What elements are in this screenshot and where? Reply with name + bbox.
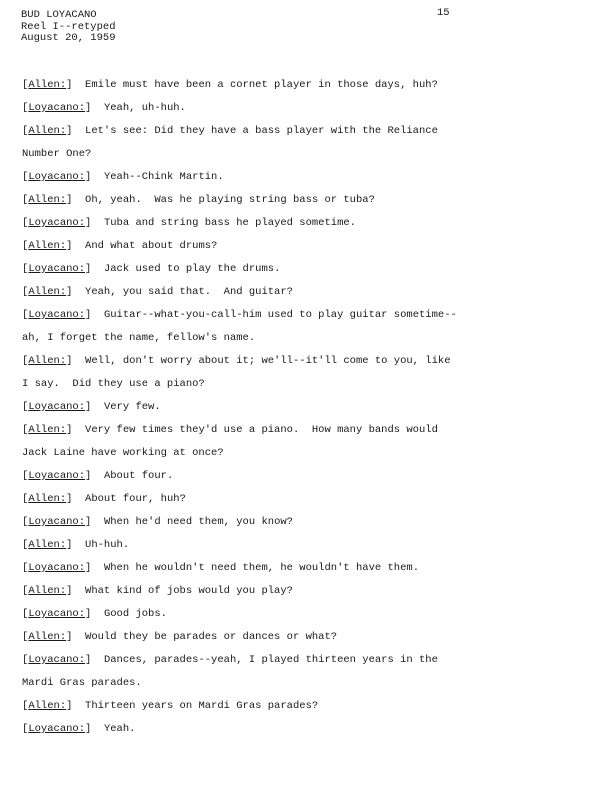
speaker-label: Allen:	[28, 240, 67, 252]
utterance-text: About four.	[103, 470, 174, 482]
transcript-entry	[22, 511, 582, 534]
transcript-entry	[22, 626, 582, 649]
speaker-label: Loyacano:	[28, 654, 86, 666]
speaker-bracket: [	[22, 562, 29, 574]
speaker-bracket: [	[22, 654, 29, 666]
speaker-bracket: ]	[85, 723, 104, 735]
speaker-bracket: ]	[66, 493, 86, 505]
utterance-text: And what about drums?	[85, 240, 218, 252]
utterance-text: When he wouldn't need them, he wouldn't have them.	[103, 562, 419, 574]
utterance-text: Oh, yeah. Was he playing string bass or tuba?	[85, 194, 375, 206]
interviewee-name: BUD LOYACANO	[21, 9, 97, 21]
speaker-bracket: [	[22, 286, 29, 298]
speaker-bracket: ]	[85, 263, 104, 275]
speaker-label: Loyacano:	[28, 102, 86, 114]
speaker-bracket: ]	[66, 631, 86, 643]
transcript-entry	[22, 580, 582, 603]
speaker-bracket: [	[22, 171, 29, 183]
speaker-label: Loyacano:	[28, 562, 86, 574]
speaker-bracket: ]	[66, 585, 86, 597]
speaker-label: Allen:	[28, 194, 67, 206]
utterance-text: ah, I forget the name, fellow's name.	[22, 332, 256, 344]
speaker-bracket: [	[22, 125, 29, 137]
utterance-text: When he'd need them, you know?	[103, 516, 293, 528]
speaker-bracket: [	[22, 723, 29, 735]
transcript-entry	[22, 419, 582, 442]
transcript-continuation	[22, 672, 582, 695]
speaker-bracket: ]	[66, 125, 86, 137]
utterance-text: Let's see: Did they have a bass player with the Reliance	[85, 125, 438, 137]
speaker-bracket: [	[22, 493, 29, 505]
speaker-bracket: [	[22, 608, 29, 620]
page-number: 15	[437, 7, 450, 19]
speaker-bracket: ]	[66, 79, 86, 91]
transcript-entry	[22, 235, 582, 258]
document-header	[21, 10, 116, 45]
speaker-bracket: [	[22, 79, 29, 91]
speaker-label: Allen:	[28, 585, 67, 597]
transcript-continuation	[22, 373, 582, 396]
utterance-text: Emile must have been a cornet player in those days, huh?	[85, 79, 438, 91]
speaker-label: Allen:	[28, 700, 67, 712]
speaker-bracket: [	[22, 401, 29, 413]
utterance-text: Very few.	[103, 401, 161, 413]
transcript-entry	[22, 258, 582, 281]
transcript-entry	[22, 557, 582, 580]
speaker-bracket: [	[22, 539, 29, 551]
transcript-entry	[22, 718, 582, 741]
transcript-entry	[22, 396, 582, 419]
transcript-entry	[22, 695, 582, 718]
speaker-label: Loyacano:	[28, 401, 86, 413]
speaker-bracket: [	[22, 355, 29, 367]
speaker-bracket: [	[22, 309, 29, 321]
speaker-bracket: ]	[66, 194, 86, 206]
speaker-bracket: ]	[66, 286, 86, 298]
speaker-bracket: [	[22, 102, 29, 114]
speaker-label: Allen:	[28, 493, 67, 505]
speaker-bracket: [	[22, 263, 29, 275]
transcript-entry	[22, 189, 582, 212]
speaker-bracket: ]	[85, 654, 104, 666]
speaker-bracket: ]	[85, 217, 104, 229]
speaker-label: Allen:	[28, 355, 67, 367]
utterance-text: Good jobs.	[103, 608, 167, 620]
speaker-bracket: [	[22, 516, 29, 528]
speaker-bracket: ]	[85, 516, 104, 528]
utterance-text: Would they be parades or dances or what?	[85, 631, 338, 643]
speaker-bracket: [	[22, 424, 29, 436]
transcript-entry	[22, 350, 582, 373]
transcript-continuation	[22, 143, 582, 166]
speaker-bracket: ]	[85, 608, 104, 620]
transcript-entry	[22, 603, 582, 626]
speaker-bracket: ]	[85, 470, 104, 482]
speaker-bracket: ]	[85, 309, 104, 321]
speaker-bracket: [	[22, 700, 29, 712]
speaker-bracket: ]	[66, 700, 86, 712]
utterance-text: Jack Laine have working at once?	[22, 447, 224, 459]
transcript-entry	[22, 304, 582, 327]
transcript-entry	[22, 465, 582, 488]
speaker-bracket: [	[22, 194, 29, 206]
speaker-label: Loyacano:	[28, 516, 86, 528]
transcript-entry	[22, 120, 582, 143]
transcript-entry	[22, 649, 582, 672]
speaker-label: Loyacano:	[28, 217, 86, 229]
speaker-label: Allen:	[28, 631, 67, 643]
utterance-text: Yeah.	[103, 723, 136, 735]
utterance-text: Number One?	[22, 148, 92, 160]
transcript-continuation	[22, 442, 582, 465]
transcript-entry	[22, 534, 582, 557]
speaker-bracket: [	[22, 585, 29, 597]
speaker-bracket: ]	[66, 240, 86, 252]
speaker-bracket: [	[22, 217, 29, 229]
speaker-label: Loyacano:	[28, 608, 86, 620]
utterance-text: Thirteen years on Mardi Gras parades?	[85, 700, 319, 712]
transcript-entry	[22, 212, 582, 235]
transcript-entry	[22, 97, 582, 120]
utterance-text: Jack used to play the drums.	[103, 263, 281, 275]
utterance-text: Well, don't worry about it; we'll--it'll come to you, like	[85, 355, 451, 367]
speaker-label: Loyacano:	[28, 470, 86, 482]
speaker-bracket: [	[22, 240, 29, 252]
utterance-text: I say. Did they use a piano?	[22, 378, 205, 390]
utterance-text: Very few times they'd use a piano. How many bands would	[85, 424, 438, 436]
transcript-entry	[22, 488, 582, 511]
utterance-text: Yeah--Chink Martin.	[103, 171, 224, 183]
transcript-continuation	[22, 327, 582, 350]
transcript-entry	[22, 74, 582, 97]
reel-label: Reel I--retyped	[21, 20, 116, 33]
speaker-bracket: ]	[85, 171, 104, 183]
utterance-text: Guitar--what-you-call-him used to play guitar sometime--	[103, 309, 457, 321]
speaker-label: Loyacano:	[28, 723, 86, 735]
utterance-text: Yeah, you said that. And guitar?	[85, 286, 293, 298]
speaker-bracket: [	[22, 631, 29, 643]
transcript-entry	[22, 281, 582, 304]
speaker-label: Allen:	[28, 79, 67, 91]
speaker-bracket: [	[22, 470, 29, 482]
utterance-text: Yeah, uh-huh.	[103, 102, 186, 114]
speaker-bracket: ]	[66, 424, 86, 436]
speaker-label: Loyacano:	[28, 309, 86, 321]
utterance-text: About four, huh?	[85, 493, 186, 505]
speaker-label: Allen:	[28, 286, 67, 298]
speaker-bracket: ]	[85, 401, 104, 413]
speaker-label: Allen:	[28, 424, 67, 436]
speaker-label: Allen:	[28, 125, 67, 137]
utterance-text: Dances, parades--yeah, I played thirteen years in the	[103, 654, 438, 666]
speaker-label: Loyacano:	[28, 263, 86, 275]
utterance-text: Tuba and string bass he played sometime.	[103, 217, 356, 229]
speaker-bracket: ]	[66, 539, 86, 551]
utterance-text: Uh-huh.	[85, 539, 130, 551]
speaker-label: Loyacano:	[28, 171, 86, 183]
transcript-body	[22, 74, 582, 741]
utterance-text: What kind of jobs would you play?	[85, 585, 293, 597]
speaker-bracket: ]	[85, 562, 104, 574]
speaker-bracket: ]	[66, 355, 86, 367]
speaker-label: Allen:	[28, 539, 67, 551]
utterance-text: Mardi Gras parades.	[22, 677, 142, 689]
transcript-entry	[22, 166, 582, 189]
speaker-bracket: ]	[85, 102, 104, 114]
interview-date: August 20, 1959	[21, 32, 116, 44]
